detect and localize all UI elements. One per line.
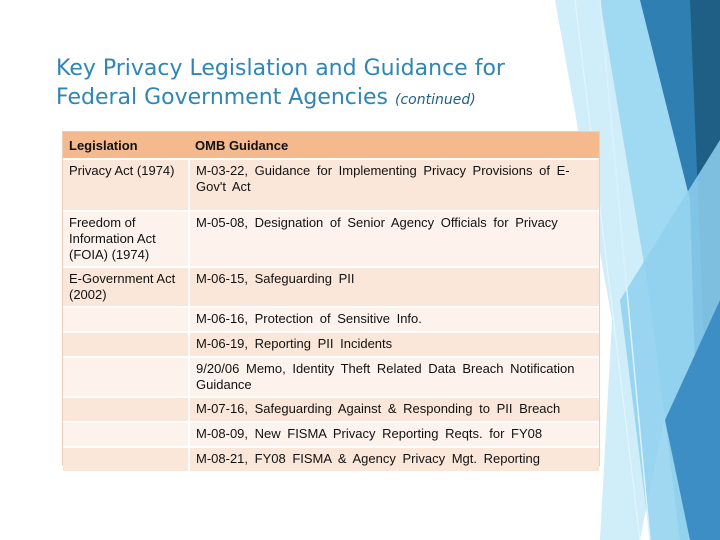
legislation-cell bbox=[63, 332, 189, 357]
guidance-cell: M-08-09, New FISMA Privacy Reporting Reqts. for FY08 bbox=[189, 422, 599, 447]
legislation-cell bbox=[63, 397, 189, 422]
guidance-cell: M-06-19, Reporting PII Incidents bbox=[189, 332, 599, 357]
table-row bbox=[63, 307, 599, 332]
legislation-cell bbox=[63, 422, 189, 447]
table-row bbox=[63, 332, 599, 357]
slide-title bbox=[56, 54, 576, 115]
legislation-cell: E-Government Act (2002) bbox=[63, 267, 189, 307]
guidance-cell: 9/20/06 Memo, Identity Theft Related Data Breach Notification Guidance bbox=[189, 357, 599, 397]
guidance-cell: M-08-21, FY08 FISMA & Agency Privacy Mgt. Reporting bbox=[189, 447, 599, 472]
guidance-cell: M-06-15, Safeguarding PII bbox=[189, 267, 599, 307]
slide-title-suffix: (continued) bbox=[395, 92, 476, 108]
table-row bbox=[63, 267, 599, 307]
column-header-omb-guidance: OMB Guidance bbox=[189, 132, 599, 159]
guidance-cell: M-07-16, Safeguarding Against & Responding to PII Breach bbox=[189, 397, 599, 422]
table-row bbox=[63, 211, 599, 267]
guidance-table bbox=[62, 131, 600, 466]
table-header-row bbox=[63, 132, 599, 159]
guidance-cell: M-03-22, Guidance for Implementing Privacy Provisions of E-Gov't Act bbox=[189, 159, 599, 211]
table-row bbox=[63, 397, 599, 422]
column-header-legislation: Legislation bbox=[63, 132, 189, 159]
slide-title-main: Key Privacy Legislation and Guidance for Federal Government Agencies bbox=[56, 56, 505, 110]
legislation-cell bbox=[63, 357, 189, 397]
table-row bbox=[63, 159, 599, 211]
legislation-cell bbox=[63, 447, 189, 472]
legislation-cell: Privacy Act (1974) bbox=[63, 159, 189, 211]
table-row bbox=[63, 422, 599, 447]
guidance-table-grid bbox=[63, 132, 599, 473]
guidance-cell: M-06-16, Protection of Sensitive Info. bbox=[189, 307, 599, 332]
table-row bbox=[63, 357, 599, 397]
table-row bbox=[63, 447, 599, 472]
guidance-cell: M-05-08, Designation of Senior Agency Officials for Privacy bbox=[189, 211, 599, 267]
legislation-cell bbox=[63, 307, 189, 332]
legislation-cell: Freedom of Information Act (FOIA) (1974) bbox=[63, 211, 189, 267]
